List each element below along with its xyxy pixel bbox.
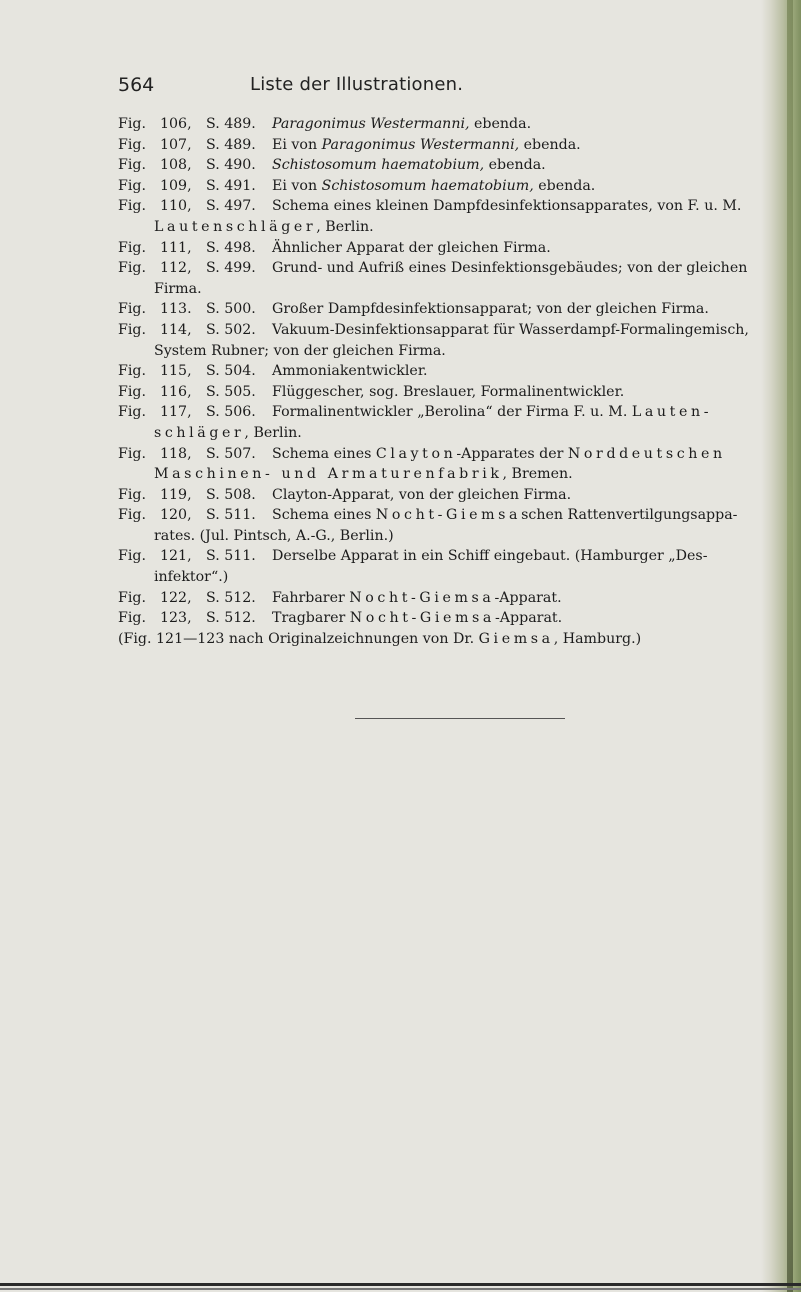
figure-label: Fig. xyxy=(118,177,146,194)
figure-label: Fig. xyxy=(118,507,146,524)
figure-description xyxy=(272,157,546,173)
continuation-line xyxy=(118,423,748,444)
page-reference: S. 489. xyxy=(206,116,256,132)
figure-description xyxy=(272,404,712,420)
figure-description xyxy=(272,116,531,132)
entry-text-segment: Formalinentwickler „Berolina“ der Firma F. u. M. xyxy=(272,404,632,421)
continuation-line xyxy=(118,464,748,485)
list-item xyxy=(118,135,748,156)
figure-description xyxy=(272,590,562,606)
figure-description xyxy=(272,178,595,194)
figure-label: Fig. xyxy=(118,239,146,256)
entry-text-segment: Tragbarer xyxy=(272,610,350,627)
page-reference: S. 505. xyxy=(206,383,256,400)
figure-description xyxy=(272,446,726,462)
figure-label: Fig. xyxy=(118,157,146,174)
figure-label: Fig. xyxy=(118,260,146,277)
figure-number: 120, xyxy=(160,507,192,524)
list-item xyxy=(118,114,748,135)
page-reference: S. 490. xyxy=(206,157,256,174)
page-reference: S. 500. xyxy=(206,301,256,318)
entry-text-segment: -Apparates der xyxy=(456,445,568,462)
figure-number: 113. xyxy=(160,301,192,318)
entry-text-segment: Clayton xyxy=(375,445,457,462)
entry-text-segment: Maschinen- und Armaturenfabrik xyxy=(154,466,503,483)
figure-number: 107, xyxy=(160,136,192,153)
continuation-line xyxy=(118,341,748,362)
figure-number: 123, xyxy=(160,610,192,627)
bottom-border xyxy=(0,1283,801,1286)
entry-text-segment: Schema eines xyxy=(272,507,376,524)
list-item xyxy=(118,402,748,423)
page-reference: S. 512. xyxy=(206,589,256,606)
figure-number: 115, xyxy=(160,363,192,380)
list-item xyxy=(118,176,748,197)
list-item xyxy=(118,505,748,526)
figure-description xyxy=(272,363,428,379)
entry-text-segment: schläger xyxy=(154,424,245,441)
figure-number: 109, xyxy=(160,177,192,194)
entry-text-segment: ebenda. xyxy=(519,136,581,153)
figure-description xyxy=(272,260,747,276)
figure-number: 122, xyxy=(160,589,192,606)
figure-number: 121, xyxy=(160,548,192,565)
end-rule xyxy=(355,718,565,719)
figure-number: 119, xyxy=(160,486,192,503)
page-reference: S. 502. xyxy=(206,321,256,338)
figure-label: Fig. xyxy=(118,116,146,132)
page-reference: S. 498. xyxy=(206,239,256,256)
page-number: 564 xyxy=(118,74,155,96)
figure-label: Fig. xyxy=(118,383,146,400)
page-reference: S. 512. xyxy=(206,610,256,627)
entry-text-segment: Fahrbarer xyxy=(272,589,350,606)
entry-text-segment: Großer Dampfdesinfektionsapparat; von der gleichen Firma. xyxy=(272,301,709,318)
list-item xyxy=(118,608,748,629)
figure-label: Fig. xyxy=(118,404,146,421)
figure-description xyxy=(272,198,741,214)
entry-text-segment: Firma. xyxy=(154,280,202,297)
page-reference: S. 491. xyxy=(206,177,256,194)
page-reference: S. 497. xyxy=(206,198,256,215)
figure-label: Fig. xyxy=(118,136,146,153)
entry-text-segment: Giemsa xyxy=(478,630,554,647)
entry-text-segment: Schema eines kleinen Dampfdesinfektionsapparates, von F. u. M. xyxy=(272,198,742,215)
figure-number: 114, xyxy=(160,321,192,338)
figure-number: 112, xyxy=(160,260,192,277)
figure-label: Fig. xyxy=(118,610,146,627)
continuation-line xyxy=(118,217,748,238)
entry-text-segment: Ähnlicher Apparat der gleichen Firma. xyxy=(272,239,551,256)
list-item xyxy=(118,382,748,403)
entry-text-segment: Schistosomum haematobium, xyxy=(321,177,534,194)
list-item xyxy=(118,196,748,217)
entry-text-segment: Ei von xyxy=(272,177,322,194)
figure-description xyxy=(272,610,562,626)
entry-text-segment: -Apparat. xyxy=(494,589,562,606)
entry-text-segment: Derselbe Apparat in ein Schiff eingebaut. (Hamburger „Des- xyxy=(272,548,708,565)
figure-description xyxy=(272,487,571,503)
figure-description xyxy=(272,137,581,153)
figure-number: 108, xyxy=(160,157,192,174)
page-reference: S. 511. xyxy=(206,507,256,524)
figure-number: 110, xyxy=(160,198,192,215)
entry-text-segment: Lautenschläger xyxy=(154,218,317,235)
figure-label: Fig. xyxy=(118,363,146,380)
figure-label: Fig. xyxy=(118,589,146,606)
figure-label: Fig. xyxy=(118,548,146,565)
page-reference: S. 499. xyxy=(206,260,256,277)
entry-text-segment: Nocht-Giemsa xyxy=(349,610,495,627)
continuation-line xyxy=(118,567,748,588)
entry-text-segment: schen Rattenvertilgungsappa- xyxy=(521,507,738,524)
entry-text-segment: Nocht-Giemsa xyxy=(349,589,495,606)
source-note xyxy=(118,629,748,650)
entry-text-segment: Flüggescher, sog. Breslauer, Formalinentwickler. xyxy=(272,383,625,400)
entry-text-segment: -Apparat. xyxy=(495,610,563,627)
running-title: Liste der Illustrationen. xyxy=(250,74,464,95)
list-item xyxy=(118,444,748,465)
entry-text-segment: Clayton-Apparat, von der gleichen Firma. xyxy=(272,486,572,503)
entry-text-segment: , Bremen. xyxy=(502,466,573,483)
figure-description xyxy=(272,322,749,338)
list-item xyxy=(118,258,748,279)
figure-number: 118, xyxy=(160,445,192,462)
entry-text-segment: Schema eines xyxy=(272,445,376,462)
figure-label: Fig. xyxy=(118,301,146,318)
page-reference: S. 504. xyxy=(206,363,256,380)
entry-text-segment: rates. (Jul. Pintsch, A.-G., Berlin.) xyxy=(154,527,394,544)
page-reference: S. 508. xyxy=(206,486,256,503)
figure-number: 116, xyxy=(160,383,192,400)
figure-description xyxy=(272,548,708,564)
page-reference: S. 506. xyxy=(206,404,256,421)
figure-description xyxy=(272,240,551,256)
continuation-line xyxy=(118,279,748,300)
list-item xyxy=(118,299,748,320)
entry-text-segment: Grund- und Aufriß eines Desinfektionsgebäudes; von der gleichen xyxy=(272,260,748,277)
figure-number: 111, xyxy=(160,239,192,256)
figure-label: Fig. xyxy=(118,486,146,503)
figure-label: Fig. xyxy=(118,445,146,462)
entry-text-segment: Paragonimus Westermanni, xyxy=(272,116,470,132)
entry-text-segment: Lauten- xyxy=(631,404,713,421)
entry-text-segment: Paragonimus Westermanni, xyxy=(321,136,520,153)
bottom-border-shadow xyxy=(0,1288,801,1290)
list-item xyxy=(118,546,748,567)
entry-text-segment: , Berlin. xyxy=(316,218,374,235)
continuation-line xyxy=(118,526,748,547)
entry-text-segment: (Fig. 121—123 nach Originalzeichnungen von Dr. xyxy=(118,630,479,647)
list-item xyxy=(118,588,748,609)
page-edge-shading xyxy=(761,0,801,1292)
figure-label: Fig. xyxy=(118,198,146,215)
list-item xyxy=(118,320,748,341)
list-item xyxy=(118,238,748,259)
entry-text-segment: infektor“.) xyxy=(154,569,229,586)
book-binding-edge xyxy=(787,0,793,1292)
figure-description xyxy=(272,384,624,400)
entry-text-segment: ebenda. xyxy=(469,116,532,132)
entry-text-segment: , Berlin. xyxy=(244,424,302,441)
list-item xyxy=(118,155,748,176)
figure-description xyxy=(272,507,737,523)
figure-number: 106, xyxy=(160,116,192,132)
page-reference: S. 507. xyxy=(206,445,256,462)
list-item xyxy=(118,485,748,506)
entry-text-segment: Schistosomum haematobium, xyxy=(272,157,485,174)
entry-text-segment: Ammoniakentwickler. xyxy=(272,363,428,380)
entry-text-segment: ebenda. xyxy=(484,157,546,174)
figure-label: Fig. xyxy=(118,321,146,338)
page-reference: S. 511. xyxy=(206,548,256,565)
entry-text-segment: Vakuum-Desinfektionsapparat für Wasserdampf-Formalingemisch, xyxy=(272,321,749,338)
entry-text-segment: Norddeutschen xyxy=(567,445,726,462)
entry-text-segment: , Hamburg.) xyxy=(553,630,642,647)
entry-text-segment: Nocht-Giemsa xyxy=(375,507,522,524)
entry-text-segment: ebenda. xyxy=(533,177,596,194)
list-item xyxy=(118,361,748,382)
entry-text-segment: System Rubner; von der gleichen Firma. xyxy=(154,342,446,359)
page-header xyxy=(0,74,801,100)
figure-description xyxy=(272,301,709,317)
page-reference: S. 489. xyxy=(206,136,256,153)
entry-text-segment: Ei von xyxy=(272,136,322,153)
figure-number: 117, xyxy=(160,404,192,421)
illustration-list xyxy=(118,114,748,649)
